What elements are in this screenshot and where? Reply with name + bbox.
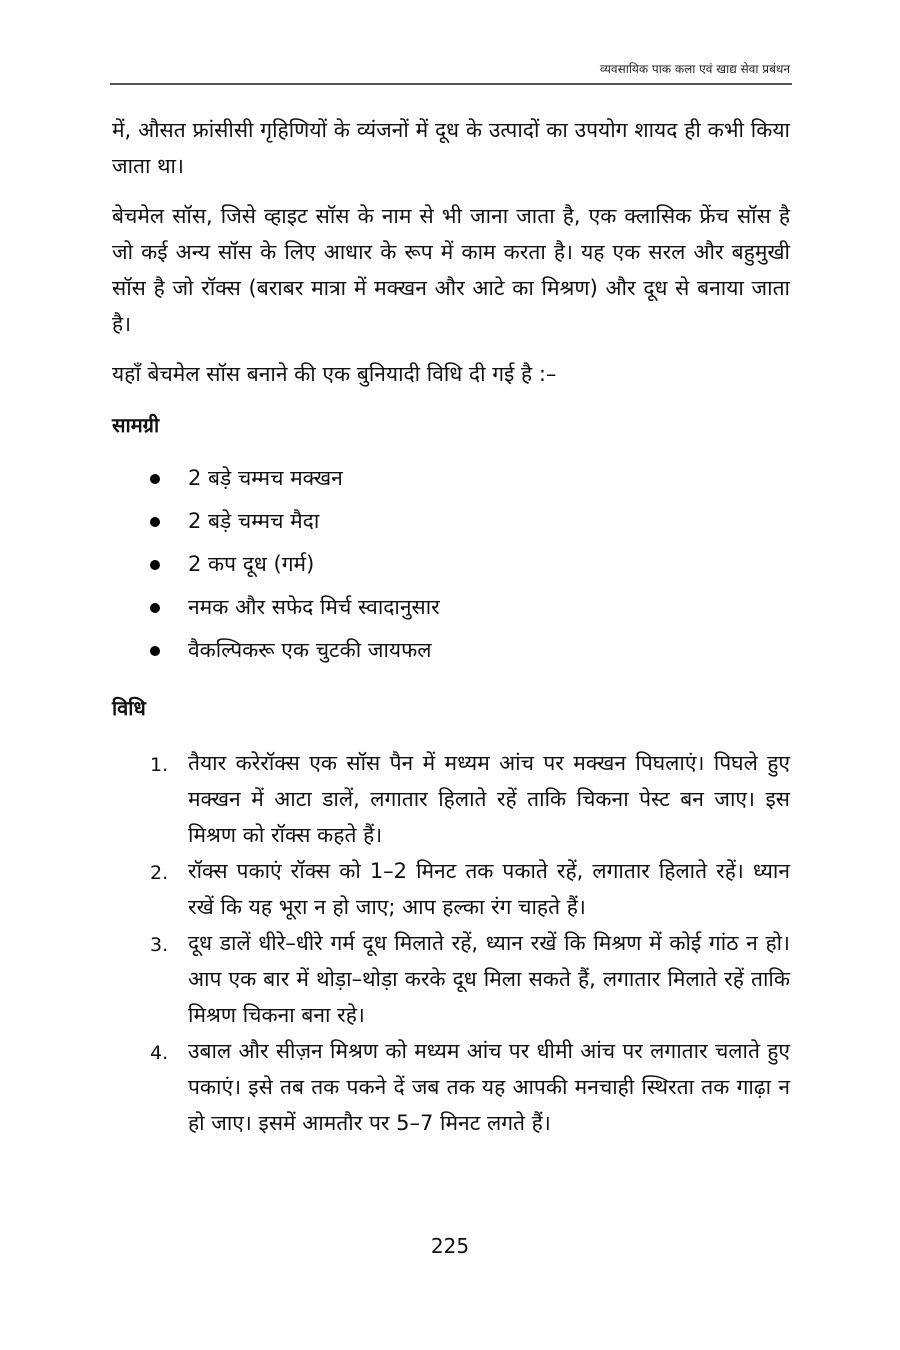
- running-header: व्यवसायिक पाक कला एवं खाद्य सेवा प्रबंधन: [599, 62, 790, 76]
- ingredient-item: [112, 546, 790, 589]
- ingredients-list: [112, 460, 790, 675]
- method-step: [112, 853, 790, 925]
- ingredient-item: [112, 460, 790, 503]
- bullet-icon: [150, 517, 160, 527]
- bullet-icon: [150, 646, 160, 656]
- paragraph-recipe-lead: यहाँ बेचमेल सॉस बनाने की एक बुनियादी विधि दी गई है :–: [112, 362, 557, 386]
- ingredient-text: 2 बड़े चम्मच मक्खन: [188, 466, 343, 490]
- ingredients-heading: सामग्री: [112, 413, 160, 437]
- step-text: रॉक्स पकाएं रॉक्स को 1–2 मिनट तक पकाते रहें, लगातार हिलाते रहें। ध्यान रखें कि यह भूरा न हो जाए; आप हल्का रंग चाहते हैं।: [188, 859, 790, 919]
- method-heading: विधि: [112, 696, 146, 720]
- ingredient-item: [112, 632, 790, 675]
- bullet-icon: [150, 474, 160, 484]
- step-number: 3.: [150, 934, 169, 956]
- step-number: 4.: [150, 1042, 169, 1064]
- bullet-icon: [150, 603, 160, 613]
- header-rule: [110, 83, 792, 85]
- ingredient-item: [112, 503, 790, 546]
- ingredient-text: 2 बड़े चम्मच मैदा: [188, 509, 320, 533]
- ingredient-item: [112, 589, 790, 632]
- ingredient-text: 2 कप दूध (गर्म): [188, 552, 315, 576]
- ingredient-text: नमक और सफेद मिर्च स्वादानुसार: [188, 595, 440, 619]
- step-number: 1.: [150, 754, 169, 776]
- step-text: उबाल और सीज़न मिश्रण को मध्यम आंच पर धीमी आंच पर लगातार चलाते हुए पकाएं। इसे तब तक पकने दें जब तक यह आपकी मनचाही स्थिरता तक गाढ़ा न हो जाए। इसमें आमतौर पर 5–7 मिनट लगते हैं।: [188, 1039, 790, 1135]
- method-step: [112, 1033, 790, 1141]
- paragraph-continuation: में, औसत फ्रांसीसी गृहिणियों के व्यंजनों में दूध के उत्पादों का उपयोग शायद ही कभी किया जाता था।: [112, 118, 790, 178]
- paragraph-bechamel-intro: बेचमेल सॉस, जिसे व्हाइट सॉस के नाम से भी जाना जाता है, एक क्लासिक फ्रेंच सॉस है जो कई अन्य सॉस के लिए आधार के रूप में काम करता है। यह एक सरल और बहुमुखी सॉस है जो रॉक्स (बराबर मात्रा में मक्खन और आटे का मिश्रण) और दूध से बनाया जाता है।: [112, 204, 790, 336]
- method-steps-list: [112, 745, 790, 1141]
- ingredient-text: वैकल्पिकरू एक चुटकी जायफल: [188, 638, 432, 662]
- step-text: तैयार करेरॉक्स एक सॉस पैन में मध्यम आंच पर मक्खन पिघलाएं। पिघले हुए मक्खन में आटा डालें, लगातार हिलाते रहें ताकि चिकना पेस्ट बन जाए। इस मिश्रण को रॉक्स कहते हैं।: [188, 751, 790, 847]
- method-step: [112, 745, 790, 853]
- step-number: 2.: [150, 862, 169, 884]
- method-step: [112, 925, 790, 1033]
- page-body: [112, 112, 790, 1141]
- step-text: दूध डालें धीरे–धीरे गर्म दूध मिलाते रहें, ध्यान रखें कि मिश्रण में कोई गांठ न हो। आप एक बार में थोड़ा–थोड़ा करके दूध मिला सकते हैं, लगातार मिलाते रहें ताकि मिश्रण चिकना बना रहे।: [188, 931, 790, 1027]
- bullet-icon: [150, 560, 160, 570]
- page-number: 225: [430, 1234, 470, 1258]
